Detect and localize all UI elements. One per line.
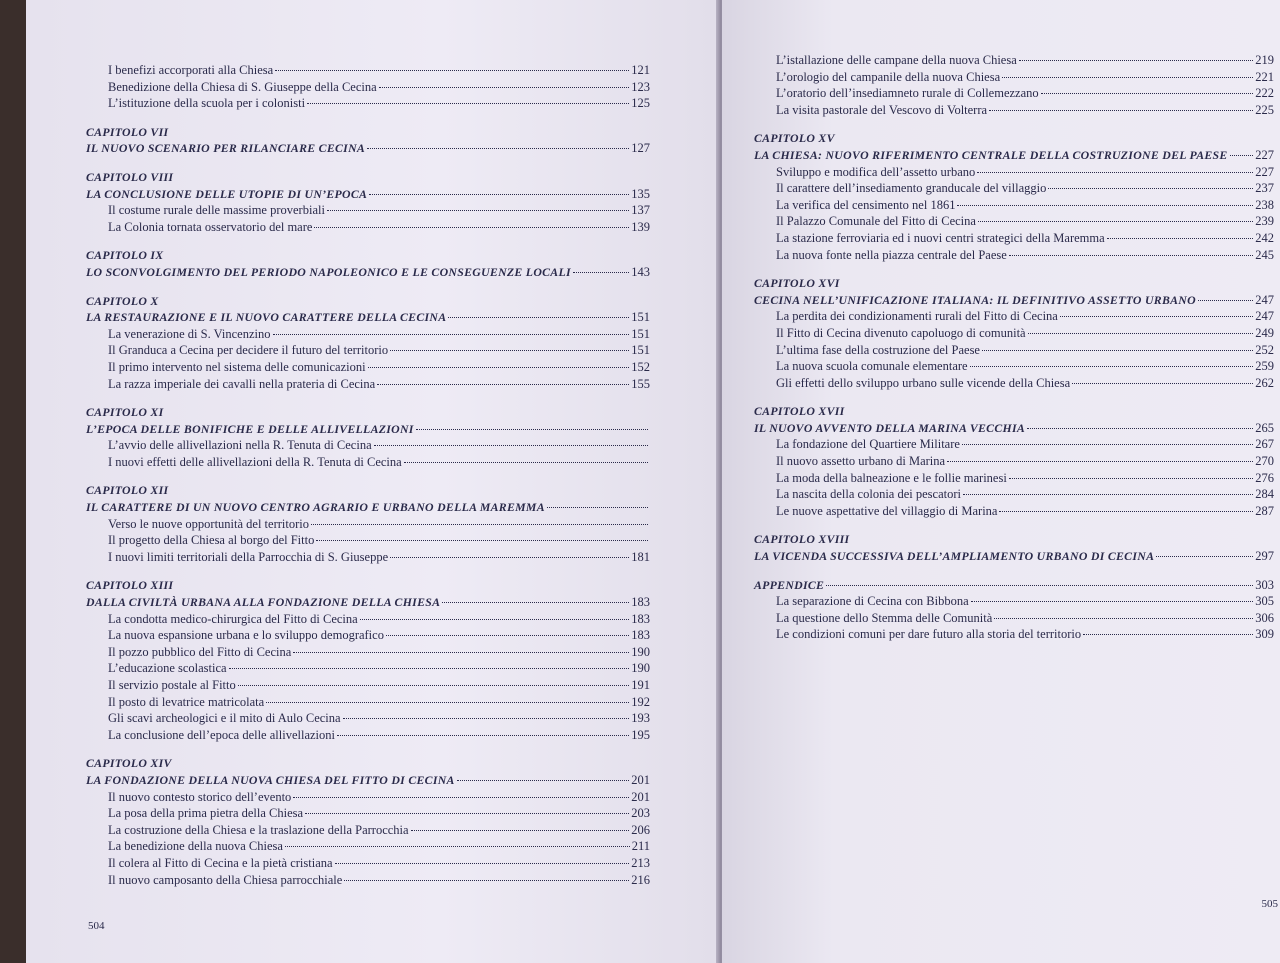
toc-entry-text: Benedizione della Chiesa di S. Giuseppe della Cecina <box>108 79 377 94</box>
toc-entry-text: L’orologio del campanile della nuova Chiesa <box>776 69 1001 84</box>
toc-entry-text: Il Palazzo Comunale del Fitto di Cecina <box>776 214 976 229</box>
toc-entry-text: La stazione ferroviaria ed i nuovi centri strategici della Maremma <box>776 230 1105 245</box>
chapter-title <box>86 499 650 516</box>
toc-entry-page: 276 <box>1255 470 1274 485</box>
chapter-label: CAPITOLO X <box>86 293 159 308</box>
toc-entry-text: Sviluppo e modifica dell’assetto urbano <box>776 164 976 179</box>
dot-leader <box>1107 238 1254 239</box>
toc-entry-page: 237 <box>1255 181 1274 196</box>
toc-entry-text: Il nuovo contesto storico dell’evento <box>108 789 292 804</box>
toc-entry-page: 287 <box>1255 503 1274 518</box>
dot-leader <box>982 350 1253 351</box>
dot-leader <box>448 317 629 318</box>
toc-entry <box>754 308 1274 325</box>
toc-entry-page: 195 <box>631 727 650 742</box>
toc-entry-text: La posa della prima pietra della Chiesa <box>108 806 304 821</box>
toc-entry-text: Il Fitto di Cecina divenuto capoluogo di comunità <box>776 325 1026 340</box>
chapter-title-text: IL CARATTERE DI UN NUOVO CENTRO AGRARIO E URBANO DELLA MAREMMA <box>86 500 545 515</box>
dot-leader <box>275 70 629 71</box>
chapter-title-text: LA CONCLUSIONE DELLE UTOPIE DI UN’EPOCA <box>86 186 368 201</box>
toc-entry-text: La visita pastorale del Vescovo di Volterra <box>776 102 988 117</box>
toc-entry-text: La razza imperiale dei cavalli nella prateria di Cecina <box>108 376 376 391</box>
dot-leader <box>266 702 629 703</box>
dot-leader <box>573 272 629 273</box>
dot-leader <box>989 110 1253 111</box>
dot-leader <box>360 619 630 620</box>
toc-entry <box>754 247 1274 264</box>
toc-entry <box>754 375 1274 392</box>
toc-entry-text: L’istallazione delle campane della nuova Chiesa <box>776 53 1017 67</box>
toc-entry-page: 267 <box>1255 437 1274 452</box>
toc-entry <box>754 626 1274 643</box>
dot-leader <box>994 618 1253 619</box>
chapter-title-text: LA FONDAZIONE DELLA NUOVA CHIESA DEL FITTO DI CECINA <box>86 772 455 787</box>
chapter-title <box>86 309 650 326</box>
toc-entry <box>86 789 650 806</box>
toc-entry <box>86 727 650 744</box>
toc-entry <box>754 164 1274 181</box>
appendix-label: APPENDICE <box>754 577 825 592</box>
table-of-contents-right <box>754 52 1274 643</box>
chapter-label: CAPITOLO XIV <box>86 756 172 771</box>
toc-entry-text: Il posto di levatrice matricolata <box>108 694 265 709</box>
toc-entry-text: L’avvio delle allivellazioni nella R. Tenuta di Cecina <box>108 438 372 453</box>
toc-entry-page: 121 <box>631 63 650 77</box>
dot-leader <box>977 172 1253 173</box>
toc-entry <box>86 326 650 343</box>
chapter-title-text: CECINA NELL’UNIFICAZIONE ITALIANA: IL DEFINITIVO ASSETTO URBANO <box>754 292 1196 307</box>
left-page <box>26 0 718 963</box>
chapter-label: CAPITOLO XVI <box>754 276 840 291</box>
dot-leader <box>404 462 648 463</box>
dot-leader <box>314 227 629 228</box>
toc-entry-text: Il colera al Fitto di Cecina e la pietà cristiana <box>108 855 333 870</box>
toc-entry <box>86 437 650 454</box>
toc-entry-page: 227 <box>1255 164 1274 179</box>
toc-entry-page: 125 <box>631 96 650 111</box>
toc-entry-page: 211 <box>631 839 650 854</box>
toc-entry-page: 190 <box>631 644 650 659</box>
toc-entry-page: 222 <box>1255 86 1274 101</box>
toc-entry <box>86 677 650 694</box>
dot-leader <box>337 735 629 736</box>
toc-entry <box>86 342 650 359</box>
toc-entry-page: 309 <box>1255 627 1274 642</box>
chapter-title <box>86 772 650 789</box>
chapter-block <box>86 124 650 157</box>
chapter-block <box>86 577 650 743</box>
chapter-block <box>86 404 650 470</box>
dot-leader <box>344 880 629 881</box>
dot-leader <box>1048 188 1253 189</box>
dot-leader <box>307 103 629 104</box>
toc-entry-page: 259 <box>1255 359 1274 374</box>
toc-entry <box>754 593 1274 610</box>
chapter-title-page: 265 <box>1255 420 1274 435</box>
toc-entry-text: Le condizioni comuni per dare futuro alla storia del territorio <box>776 627 1082 642</box>
toc-entry-page: 247 <box>1255 309 1274 324</box>
chapter-label: CAPITOLO VIII <box>86 169 174 184</box>
toc-entry <box>86 549 650 566</box>
table-of-contents-left <box>86 62 650 888</box>
dot-leader <box>1060 316 1253 317</box>
toc-entry-text: Il nuovo camposanto della Chiesa parrocchiale <box>108 872 343 887</box>
toc-entry-text: Gli effetti dello sviluppo urbano sulle vicende della Chiesa <box>776 375 1071 390</box>
toc-entry <box>754 213 1274 230</box>
dot-leader <box>305 813 629 814</box>
toc-entry-page: 206 <box>631 822 650 837</box>
toc-entry-page: 270 <box>1255 454 1274 469</box>
chapter-label: CAPITOLO IX <box>86 248 164 263</box>
toc-entry-text: La conclusione dell’epoca delle allivellazioni <box>108 727 335 742</box>
chapter-block <box>86 169 650 235</box>
toc-entry <box>754 325 1274 342</box>
toc-entry-page: 152 <box>631 359 650 374</box>
toc-entry-text: Il pozzo pubblico del Fitto di Cecina <box>108 644 292 659</box>
page-number-right: 505 <box>1261 898 1278 910</box>
chapter-label: CAPITOLO VII <box>86 124 169 139</box>
toc-entry-page: 221 <box>1255 69 1274 84</box>
toc-entry-text: La verifica del censimento nel 1861 <box>776 197 956 212</box>
chapter-title-page: 151 <box>631 310 650 325</box>
dot-leader <box>1009 255 1253 256</box>
page-number-left: 504 <box>88 920 105 932</box>
toc-entry-page: 123 <box>631 79 650 94</box>
chapter-block <box>754 275 1274 391</box>
toc-entry-page: 183 <box>631 628 650 643</box>
toc-entry <box>86 660 650 677</box>
right-page <box>722 0 1280 963</box>
chapter-title <box>754 548 1274 565</box>
toc-entry-text: Gli scavi archeologici e il mito di Aulo Cecina <box>108 711 341 726</box>
toc-entry <box>86 202 650 219</box>
dot-leader <box>1072 383 1253 384</box>
toc-entry <box>86 805 650 822</box>
chapter-title-text: LA VICENDA SUCCESSIVA DELL’AMPLIAMENTO URBANO DI CECINA <box>754 549 1155 564</box>
dot-leader <box>1198 300 1253 301</box>
toc-entry <box>754 102 1274 119</box>
toc-entry-page: 213 <box>631 855 650 870</box>
toc-entry-page: 139 <box>631 219 650 234</box>
dot-leader <box>316 540 648 541</box>
dot-leader <box>293 797 629 798</box>
chapter-title <box>86 264 650 281</box>
chapter-block <box>754 130 1274 263</box>
chapter-label: CAPITOLO XVII <box>754 404 845 419</box>
dot-leader <box>343 718 630 719</box>
toc-entry-text: Il primo intervento nel sistema delle comunicazioni <box>108 359 366 374</box>
toc-entry-page: 183 <box>631 611 650 626</box>
toc-entry <box>86 454 650 471</box>
dot-leader <box>374 445 648 446</box>
chapter-title-text: DALLA CIVILTÀ URBANA ALLA FONDAZIONE DELLA CHIESA <box>86 595 441 610</box>
toc-entry <box>86 516 650 533</box>
toc-entry-text: L’istituzione della scuola per i colonisti <box>108 96 306 111</box>
dot-leader <box>442 602 629 603</box>
toc-entry-page: 216 <box>631 872 650 887</box>
chapter-title <box>86 421 650 438</box>
toc-entry <box>754 358 1274 375</box>
toc-entry-page: 137 <box>631 203 650 218</box>
toc-entry-text: Il servizio postale al Fitto <box>108 678 236 692</box>
chapter-label: CAPITOLO XII <box>86 483 169 498</box>
toc-entry <box>754 486 1274 503</box>
chapter-title-text: LA RESTAURAZIONE E IL NUOVO CARATTERE DELLA CECINA <box>86 310 447 325</box>
toc-entry <box>754 85 1274 102</box>
chapter-title-page: 227 <box>1255 147 1274 162</box>
dot-leader <box>547 507 648 508</box>
toc-entry <box>86 376 650 393</box>
chapter-title-page: 143 <box>631 264 650 279</box>
toc-entry <box>86 62 650 79</box>
toc-entry-text: Il nuovo assetto urbano di Marina <box>776 454 946 469</box>
chapter-title <box>754 147 1274 164</box>
chapter-block <box>754 403 1274 519</box>
toc-entry <box>86 838 650 855</box>
dot-leader <box>957 205 1253 206</box>
chapter-title-page: 297 <box>1255 549 1274 564</box>
toc-entry-page: 225 <box>1255 102 1274 117</box>
toc-entry-page: 203 <box>631 806 650 821</box>
dot-leader <box>963 494 1253 495</box>
dot-leader <box>1027 428 1253 429</box>
toc-entry <box>86 359 650 376</box>
chapter-title <box>754 292 1274 309</box>
toc-entry-page: 242 <box>1255 230 1274 245</box>
chapter-block <box>754 577 1274 643</box>
toc-entry-page: 193 <box>631 711 650 726</box>
chapter-label: CAPITOLO XV <box>754 131 835 146</box>
toc-entry <box>86 644 650 661</box>
toc-entry <box>754 610 1274 627</box>
appendix-heading <box>754 577 1274 594</box>
toc-entry-page: 219 <box>1255 53 1274 67</box>
dot-leader <box>367 148 629 149</box>
toc-entry-text: La moda della balneazione e le follie marinesi <box>776 470 1007 485</box>
dot-leader <box>1002 77 1253 78</box>
toc-entry-page: 305 <box>1255 594 1274 609</box>
dot-leader <box>1009 478 1253 479</box>
toc-entry-text: La nuova fonte nella piazza centrale del Paese <box>776 247 1007 262</box>
toc-entry-text: La nuova espansione urbana e lo sviluppo demografico <box>108 628 384 643</box>
chapter-title-page: 201 <box>631 772 650 787</box>
dot-leader <box>970 366 1254 367</box>
dot-leader <box>411 830 630 831</box>
continued-entries <box>754 52 1274 118</box>
toc-entry-text: Le nuove aspettative del villaggio di Marina <box>776 503 998 518</box>
toc-entry <box>754 69 1274 86</box>
toc-entry <box>86 219 650 236</box>
toc-entry-text: L’oratorio dell’insediamneto rurale di Collemezzano <box>776 86 1039 101</box>
chapter-label: CAPITOLO XI <box>86 405 164 420</box>
toc-entry <box>754 436 1274 453</box>
dot-leader <box>335 863 630 864</box>
toc-entry-page: 284 <box>1255 487 1274 502</box>
toc-entry <box>86 822 650 839</box>
dot-leader <box>1083 634 1253 635</box>
toc-entry <box>86 710 650 727</box>
toc-entry-text: La Colonia tornata osservatorio del mare <box>108 219 313 234</box>
toc-entry-text: I nuovi limiti territoriali della Parrocchia di S. Giuseppe <box>108 549 389 564</box>
dot-leader <box>368 367 630 368</box>
toc-entry-text: Il costume rurale delle massime proverbiali <box>108 203 325 218</box>
chapter-label: CAPITOLO XIII <box>86 578 174 593</box>
dot-leader <box>273 334 630 335</box>
chapter-title-text: IL NUOVO AVVENTO DELLA MARINA VECCHIA <box>754 420 1026 435</box>
toc-entry <box>754 453 1274 470</box>
chapter-title-page: 247 <box>1255 292 1274 307</box>
dot-leader <box>1028 333 1254 334</box>
chapter-title <box>86 140 650 157</box>
toc-entry <box>86 611 650 628</box>
dot-leader <box>1230 155 1254 156</box>
chapter-title-page: 127 <box>631 141 650 156</box>
toc-entry-text: La nuova scuola comunale elementare <box>776 359 968 374</box>
dot-leader <box>390 557 629 558</box>
toc-entry <box>86 694 650 711</box>
toc-entry-page: 155 <box>631 376 650 391</box>
toc-entry-page: 151 <box>631 343 650 358</box>
chapter-title <box>86 186 650 203</box>
toc-entry-text: La questione dello Stemma delle Comunità <box>776 610 993 625</box>
dot-leader <box>386 635 629 636</box>
chapter-block <box>86 482 650 565</box>
dot-leader <box>1156 556 1253 557</box>
toc-entry-page: 262 <box>1255 375 1274 390</box>
dot-leader <box>293 652 629 653</box>
dot-leader <box>947 461 1253 462</box>
toc-entry-text: La venerazione di S. Vincenzino <box>108 326 271 341</box>
toc-entry-page: 191 <box>631 678 650 692</box>
chapter-block <box>86 293 650 393</box>
toc-entry-page: 252 <box>1255 342 1274 357</box>
toc-entry-page: 181 <box>631 549 650 564</box>
appendix-page: 303 <box>1255 577 1274 592</box>
chapter-title-text: IL NUOVO SCENARIO PER RILANCIARE CECINA <box>86 141 366 156</box>
dot-leader <box>1019 60 1253 61</box>
chapter-block <box>86 755 650 888</box>
toc-entry-text: L’ultima fase della costruzione del Paese <box>776 342 980 357</box>
toc-entry <box>754 197 1274 214</box>
dot-leader <box>311 524 648 525</box>
toc-entry-text: La perdita dei condizionamenti rurali del Fitto di Cecina <box>776 309 1058 324</box>
toc-entry-page: 245 <box>1255 247 1274 262</box>
toc-entry <box>754 342 1274 359</box>
toc-entry <box>754 470 1274 487</box>
chapter-title-text: LA CHIESA: NUOVO RIFERIMENTO CENTRALE DELLA COSTRUZIONE DEL PAESE <box>754 147 1228 162</box>
toc-entry-text: I nuovi effetti delle allivellazioni della R. Tenuta di Cecina <box>108 454 402 469</box>
toc-entry-text: La separazione di Cecina con Bibbona <box>776 594 969 609</box>
dot-leader <box>999 511 1253 512</box>
chapter-block <box>754 531 1274 564</box>
dot-leader <box>962 444 1253 445</box>
toc-entry-text: La benedizione della nuova Chiesa <box>108 839 283 854</box>
toc-entry-page: 238 <box>1255 197 1274 212</box>
dot-leader <box>369 194 629 195</box>
toc-entry <box>86 532 650 549</box>
toc-entry <box>86 855 650 872</box>
toc-entry <box>754 52 1274 69</box>
toc-entry-text: La nascita della colonia dei pescatori <box>776 487 961 502</box>
dot-leader <box>377 384 629 385</box>
toc-entry-page: 151 <box>631 326 650 341</box>
chapter-block <box>86 247 650 280</box>
toc-entry-text: La fondazione del Quartiere Militare <box>776 437 960 452</box>
dot-leader <box>978 221 1253 222</box>
dot-leader <box>379 87 630 88</box>
toc-entry <box>754 503 1274 520</box>
chapter-title <box>754 420 1274 437</box>
chapter-title <box>86 594 650 611</box>
toc-entry-page: 192 <box>631 694 650 709</box>
continued-entries <box>86 62 650 112</box>
toc-entry <box>86 79 650 96</box>
toc-entry-page: 306 <box>1255 610 1274 625</box>
toc-entry-text: Il progetto della Chiesa al borgo del Fitto <box>108 533 315 548</box>
toc-entry-page: 201 <box>631 789 650 804</box>
dot-leader <box>285 846 630 847</box>
toc-entry-text: I benefizi accorporati alla Chiesa <box>108 63 274 77</box>
toc-entry <box>86 95 650 112</box>
dot-leader <box>416 429 648 430</box>
chapter-label: CAPITOLO XVIII <box>754 532 850 547</box>
dot-leader <box>238 685 629 686</box>
chapter-title-text: LO SCONVOLGIMENTO DEL PERIODO NAPOLEONICO E LE CONSEGUENZE LOCALI <box>86 264 571 279</box>
dot-leader <box>971 601 1254 602</box>
chapter-title-page: 183 <box>631 595 650 610</box>
dot-leader <box>390 350 629 351</box>
toc-entry-text: Verso le nuove opportunità del territorio <box>108 516 309 531</box>
toc-entry-text: Il Granduca a Cecina per decidere il futuro del territorio <box>108 343 389 358</box>
toc-entry-text: L’educazione scolastica <box>108 661 227 676</box>
toc-entry <box>86 627 650 644</box>
toc-entry <box>754 230 1274 247</box>
chapter-title-page: 135 <box>631 186 650 201</box>
dot-leader <box>457 780 630 781</box>
toc-entry-page: 249 <box>1255 325 1274 340</box>
toc-entry-page: 239 <box>1255 214 1274 229</box>
dot-leader <box>327 210 629 211</box>
toc-entry-text: La costruzione della Chiesa e la traslazione della Parrocchia <box>108 822 409 837</box>
toc-entry-text: La condotta medico-chirurgica del Fitto di Cecina <box>108 611 358 626</box>
toc-entry <box>86 872 650 889</box>
dot-leader <box>229 668 630 669</box>
toc-entry <box>754 180 1274 197</box>
dot-leader <box>826 585 1253 586</box>
toc-entry-page: 190 <box>631 661 650 676</box>
toc-entry-text: Il carattere dell’insediamento granducale del villaggio <box>776 181 1047 196</box>
chapter-title-text: L’EPOCA DELLE BONIFICHE E DELLE ALLIVELLAZIONI <box>86 421 414 436</box>
dot-leader <box>1041 93 1254 94</box>
